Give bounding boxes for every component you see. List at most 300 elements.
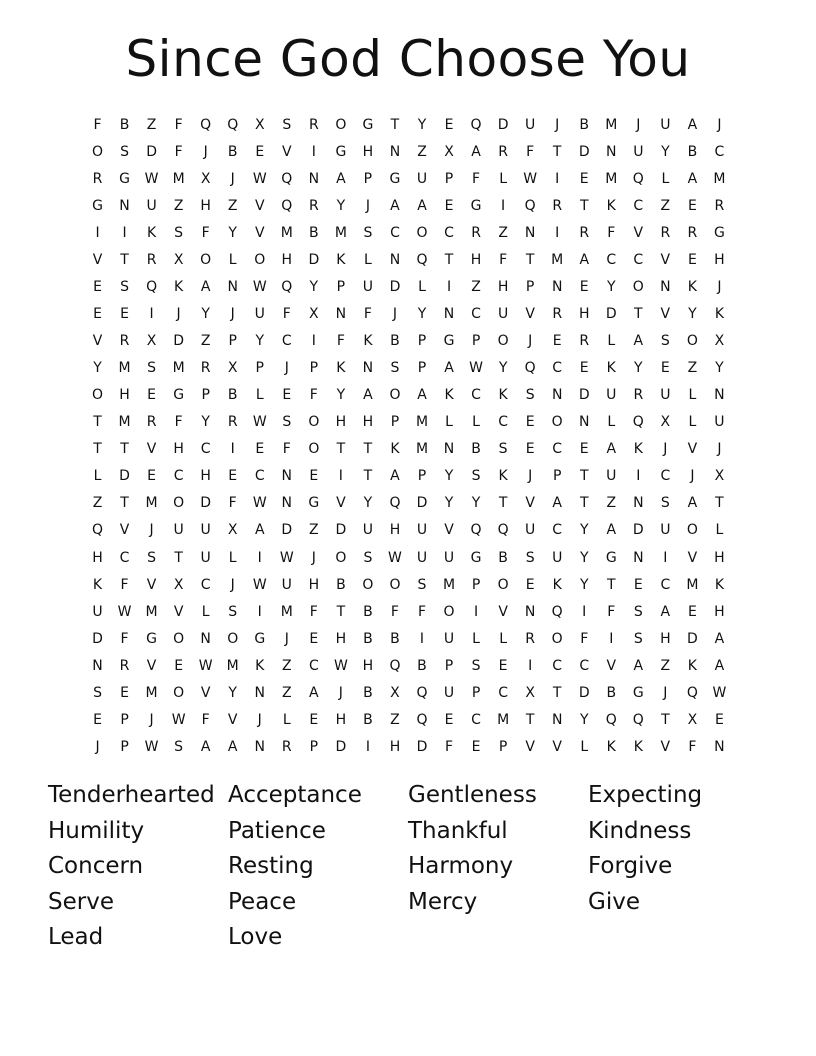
grid-letter[interactable]: W — [252, 279, 267, 296]
grid-letter[interactable]: F — [201, 225, 210, 242]
grid-letter[interactable]: A — [687, 171, 698, 188]
grid-letter[interactable]: U — [416, 171, 428, 188]
grid-letter[interactable]: N — [200, 630, 211, 647]
grid-letter[interactable]: D — [119, 468, 130, 485]
grid-letter[interactable]: N — [389, 252, 401, 269]
grid-letter[interactable]: O — [416, 225, 428, 242]
grid-letter[interactable]: F — [580, 630, 589, 647]
grid-letter[interactable]: S — [174, 225, 184, 242]
grid-letter[interactable]: O — [335, 549, 347, 566]
grid-letter[interactable]: H — [335, 711, 347, 728]
grid-letter[interactable]: C — [444, 225, 454, 242]
grid-letter[interactable]: U — [633, 144, 644, 161]
grid-letter[interactable]: E — [309, 630, 319, 647]
grid-letter[interactable]: M — [172, 360, 185, 377]
grid-letter[interactable]: U — [416, 522, 428, 539]
grid-letter[interactable]: K — [687, 657, 697, 674]
grid-letter[interactable]: C — [281, 333, 292, 350]
grid-letter[interactable]: R — [308, 117, 319, 133]
grid-letter[interactable]: H — [200, 468, 211, 485]
grid-letter[interactable]: Y — [93, 360, 102, 377]
grid-letter[interactable]: K — [336, 360, 346, 377]
grid-letter[interactable]: T — [715, 495, 724, 512]
grid-letter[interactable]: V — [227, 711, 238, 728]
grid-letter[interactable]: U — [714, 414, 725, 431]
grid-letter[interactable]: H — [714, 549, 725, 566]
grid-letter[interactable]: I — [636, 468, 641, 485]
grid-letter[interactable]: D — [173, 333, 185, 350]
grid-letter[interactable]: H — [335, 414, 347, 431]
grid-letter[interactable]: E — [93, 711, 102, 728]
grid-letter[interactable]: L — [688, 387, 697, 404]
grid-letter[interactable]: Y — [579, 549, 589, 566]
grid-letter[interactable]: B — [363, 684, 373, 701]
grid-letter[interactable]: S — [120, 279, 129, 296]
grid-letter[interactable]: F — [174, 414, 183, 431]
grid-letter[interactable]: D — [687, 630, 698, 647]
grid-letter[interactable]: K — [336, 252, 346, 269]
grid-letter[interactable]: A — [660, 603, 671, 620]
grid-letter[interactable]: Y — [579, 522, 589, 539]
grid-letter[interactable]: U — [525, 522, 536, 539]
grid-letter[interactable]: T — [120, 441, 129, 458]
grid-letter[interactable]: W — [523, 171, 538, 188]
grid-letter[interactable]: I — [663, 549, 668, 566]
grid-letter[interactable]: J — [149, 711, 154, 728]
grid-letter[interactable]: M — [713, 171, 726, 188]
grid-letter[interactable]: P — [309, 360, 319, 377]
grid-letter[interactable]: K — [606, 738, 616, 755]
grid-letter[interactable]: T — [552, 144, 562, 161]
grid-letter[interactable]: F — [526, 144, 535, 161]
grid-letter[interactable]: X — [227, 360, 238, 377]
grid-letter[interactable]: V — [633, 225, 644, 242]
grid-letter[interactable]: J — [311, 549, 316, 566]
grid-letter[interactable]: S — [660, 333, 670, 350]
grid-letter[interactable]: N — [281, 468, 293, 485]
grid-letter[interactable]: H — [362, 414, 374, 431]
grid-letter[interactable]: I — [311, 144, 316, 161]
grid-letter[interactable]: P — [525, 279, 535, 296]
grid-letter[interactable]: V — [146, 441, 157, 458]
grid-letter[interactable]: Y — [498, 360, 508, 377]
grid-letter[interactable]: R — [119, 657, 130, 674]
grid-letter[interactable]: G — [308, 495, 320, 512]
grid-letter[interactable]: Q — [200, 117, 212, 133]
grid-letter[interactable]: R — [579, 333, 590, 350]
grid-letter[interactable]: T — [336, 441, 346, 458]
grid-letter[interactable]: Q — [686, 684, 698, 701]
grid-letter[interactable]: F — [472, 171, 481, 188]
grid-letter[interactable]: T — [363, 468, 373, 485]
grid-letter[interactable]: S — [174, 738, 184, 755]
grid-letter[interactable]: U — [443, 549, 455, 566]
grid-letter[interactable]: B — [390, 333, 400, 350]
grid-letter[interactable]: U — [362, 522, 374, 539]
grid-letter[interactable]: Z — [92, 495, 103, 512]
grid-letter[interactable]: G — [92, 198, 103, 215]
grid-letter[interactable]: P — [498, 738, 508, 755]
grid-letter[interactable]: J — [690, 468, 695, 485]
grid-letter[interactable]: C — [200, 441, 211, 458]
grid-letter[interactable]: C — [173, 468, 184, 485]
grid-letter[interactable]: K — [255, 657, 265, 674]
grid-letter[interactable]: I — [257, 603, 262, 620]
grid-letter[interactable]: G — [335, 144, 347, 161]
grid-letter[interactable]: R — [146, 414, 157, 431]
grid-letter[interactable]: E — [255, 144, 265, 161]
grid-letter[interactable]: H — [389, 738, 401, 755]
grid-letter[interactable]: A — [444, 360, 454, 377]
grid-letter[interactable]: Q — [524, 198, 536, 215]
grid-letter[interactable]: N — [524, 225, 536, 242]
grid-letter[interactable]: I — [365, 738, 370, 755]
grid-letter[interactable]: X — [173, 252, 184, 269]
grid-letter[interactable]: W — [279, 549, 294, 566]
grid-letter[interactable]: M — [145, 495, 158, 512]
grid-letter[interactable]: O — [686, 333, 698, 350]
grid-letter[interactable]: W — [252, 171, 267, 188]
grid-letter[interactable]: Q — [632, 711, 644, 728]
grid-letter[interactable]: Z — [660, 198, 671, 215]
grid-letter[interactable]: C — [254, 468, 265, 485]
grid-letter[interactable]: E — [579, 171, 589, 188]
grid-letter[interactable]: K — [363, 333, 373, 350]
grid-letter[interactable]: F — [309, 387, 318, 404]
grid-letter[interactable]: B — [498, 549, 508, 566]
grid-letter[interactable]: E — [255, 441, 265, 458]
grid-letter[interactable]: N — [443, 306, 455, 323]
grid-letter[interactable]: W — [333, 657, 348, 674]
grid-letter[interactable]: R — [119, 333, 130, 350]
grid-letter[interactable]: C — [308, 657, 319, 674]
grid-letter[interactable]: J — [149, 522, 154, 539]
grid-letter[interactable]: W — [469, 360, 483, 377]
grid-letter[interactable]: Y — [255, 333, 265, 350]
grid-letter[interactable]: K — [633, 738, 643, 755]
grid-letter[interactable]: D — [578, 387, 590, 404]
grid-letter[interactable]: L — [255, 387, 264, 404]
grid-letter[interactable]: Y — [201, 306, 210, 323]
grid-letter[interactable]: W — [198, 657, 213, 674]
grid-letter[interactable]: N — [551, 711, 563, 728]
grid-letter[interactable]: X — [309, 306, 319, 323]
grid-letter[interactable]: T — [552, 684, 562, 701]
grid-letter[interactable]: U — [443, 630, 455, 647]
grid-letter[interactable]: O — [173, 684, 185, 701]
grid-letter[interactable]: D — [632, 522, 644, 539]
grid-letter[interactable]: V — [525, 495, 535, 512]
grid-letter[interactable]: P — [120, 711, 129, 728]
grid-letter[interactable]: Y — [363, 495, 373, 512]
grid-letter[interactable]: I — [446, 279, 452, 296]
grid-letter[interactable]: A — [363, 387, 373, 404]
grid-letter[interactable]: O — [92, 387, 104, 404]
grid-letter[interactable]: X — [525, 684, 535, 701]
grid-letter[interactable]: L — [472, 630, 480, 647]
grid-letter[interactable]: H — [714, 603, 725, 620]
grid-letter[interactable]: N — [443, 441, 455, 458]
grid-letter[interactable]: C — [660, 468, 671, 485]
grid-letter[interactable]: C — [200, 576, 211, 593]
grid-letter[interactable]: V — [525, 306, 535, 323]
grid-letter[interactable]: T — [634, 306, 643, 323]
grid-letter[interactable]: H — [173, 441, 184, 458]
grid-letter[interactable]: Z — [687, 360, 698, 377]
grid-letter[interactable]: Q — [92, 522, 104, 539]
grid-letter[interactable]: Y — [309, 279, 319, 296]
grid-letter[interactable]: Q — [389, 657, 401, 674]
grid-letter[interactable]: M — [226, 657, 239, 674]
grid-letter[interactable]: P — [336, 279, 346, 296]
grid-letter[interactable]: F — [336, 333, 345, 350]
grid-letter[interactable]: N — [227, 279, 238, 296]
grid-letter[interactable]: C — [579, 657, 590, 674]
grid-letter[interactable]: E — [228, 468, 238, 485]
grid-letter[interactable]: O — [551, 630, 563, 647]
grid-letter[interactable]: E — [444, 711, 454, 728]
grid-letter[interactable]: N — [714, 738, 725, 755]
grid-letter[interactable]: C — [660, 576, 671, 593]
grid-letter[interactable]: F — [201, 711, 210, 728]
grid-letter[interactable]: F — [228, 495, 237, 512]
grid-letter[interactable]: P — [471, 684, 481, 701]
grid-letter[interactable]: K — [147, 225, 157, 242]
grid-letter[interactable]: D — [200, 495, 212, 512]
grid-letter[interactable]: D — [416, 495, 428, 512]
grid-letter[interactable]: J — [555, 117, 560, 133]
grid-letter[interactable]: P — [255, 360, 264, 377]
grid-letter[interactable]: E — [579, 279, 589, 296]
grid-letter[interactable]: D — [335, 522, 347, 539]
grid-letter[interactable]: N — [335, 306, 347, 323]
grid-letter[interactable]: E — [147, 387, 157, 404]
grid-letter[interactable]: M — [605, 171, 618, 188]
grid-letter[interactable]: K — [606, 198, 616, 215]
grid-letter[interactable]: H — [308, 576, 320, 593]
grid-letter[interactable]: J — [284, 360, 289, 377]
grid-letter[interactable]: W — [117, 603, 132, 620]
grid-letter[interactable]: O — [92, 144, 104, 161]
grid-letter[interactable]: P — [471, 333, 481, 350]
grid-letter[interactable]: N — [578, 414, 590, 431]
grid-letter[interactable]: J — [95, 738, 100, 755]
grid-letter[interactable]: N — [281, 495, 293, 512]
grid-letter[interactable]: E — [309, 711, 319, 728]
grid-letter[interactable]: Q — [524, 360, 536, 377]
grid-letter[interactable]: O — [632, 279, 644, 296]
grid-letter[interactable]: U — [660, 522, 671, 539]
grid-letter[interactable]: B — [417, 657, 427, 674]
grid-letter[interactable]: X — [146, 333, 157, 350]
grid-letter[interactable]: I — [473, 603, 479, 620]
grid-letter[interactable]: A — [606, 522, 617, 539]
grid-letter[interactable]: U — [525, 117, 536, 133]
grid-letter[interactable]: E — [714, 711, 724, 728]
grid-letter[interactable]: A — [417, 387, 427, 404]
grid-letter[interactable]: O — [173, 630, 185, 647]
grid-letter[interactable]: E — [174, 657, 184, 674]
grid-letter[interactable]: R — [552, 306, 563, 323]
grid-letter[interactable]: E — [687, 198, 697, 215]
grid-letter[interactable]: J — [663, 684, 668, 701]
grid-letter[interactable]: Y — [444, 495, 454, 512]
grid-letter[interactable]: Y — [661, 144, 670, 161]
grid-letter[interactable]: U — [362, 279, 374, 296]
grid-letter[interactable]: D — [389, 279, 401, 296]
grid-letter[interactable]: J — [230, 306, 235, 323]
grid-letter[interactable]: U — [443, 684, 455, 701]
grid-letter[interactable]: H — [714, 252, 725, 269]
grid-letter[interactable]: M — [172, 171, 185, 188]
grid-letter[interactable]: F — [688, 738, 697, 755]
grid-letter[interactable]: L — [228, 252, 237, 269]
grid-letter[interactable]: T — [444, 252, 454, 269]
grid-letter[interactable]: D — [308, 252, 320, 269]
grid-letter[interactable]: Q — [389, 495, 401, 512]
grid-letter[interactable]: V — [552, 738, 562, 755]
grid-letter[interactable]: B — [363, 630, 373, 647]
grid-letter[interactable]: B — [227, 387, 238, 404]
grid-letter[interactable]: C — [471, 306, 481, 323]
grid-letter[interactable]: N — [660, 279, 671, 296]
grid-letter[interactable]: L — [499, 171, 508, 188]
grid-letter[interactable]: V — [660, 252, 671, 269]
grid-letter[interactable]: O — [254, 252, 266, 269]
grid-letter[interactable]: I — [501, 198, 506, 215]
grid-letter[interactable]: X — [714, 468, 725, 485]
grid-letter[interactable]: P — [471, 576, 481, 593]
grid-letter[interactable]: S — [525, 387, 535, 404]
grid-letter[interactable]: S — [93, 684, 102, 701]
grid-letter[interactable]: M — [118, 414, 131, 431]
grid-letter[interactable]: L — [201, 603, 210, 620]
grid-letter[interactable]: Y — [417, 117, 427, 133]
grid-letter[interactable]: E — [687, 252, 697, 269]
grid-letter[interactable]: G — [254, 630, 266, 647]
grid-letter[interactable]: Y — [579, 711, 589, 728]
grid-letter[interactable]: Y — [417, 306, 427, 323]
grid-letter[interactable]: M — [497, 711, 510, 728]
grid-letter[interactable]: B — [579, 117, 590, 133]
grid-letter[interactable]: P — [228, 333, 237, 350]
grid-letter[interactable]: S — [660, 495, 670, 512]
grid-letter[interactable]: H — [92, 549, 103, 566]
grid-letter[interactable]: Y — [228, 684, 237, 701]
grid-letter[interactable]: L — [228, 549, 237, 566]
grid-letter[interactable]: Y — [715, 360, 724, 377]
grid-letter[interactable]: O — [551, 414, 563, 431]
grid-letter[interactable]: A — [633, 657, 644, 674]
grid-letter[interactable]: T — [498, 495, 508, 512]
grid-letter[interactable]: K — [714, 306, 725, 323]
grid-letter[interactable]: K — [444, 387, 454, 404]
grid-letter[interactable]: H — [389, 522, 401, 539]
grid-letter[interactable]: S — [363, 225, 373, 242]
grid-letter[interactable]: T — [336, 603, 346, 620]
grid-letter[interactable]: T — [525, 711, 535, 728]
grid-letter[interactable]: Z — [281, 684, 292, 701]
grid-letter[interactable]: K — [92, 576, 103, 593]
grid-letter[interactable]: G — [389, 171, 401, 188]
grid-letter[interactable]: R — [633, 387, 644, 404]
grid-letter[interactable]: E — [282, 387, 292, 404]
grid-letter[interactable]: Q — [416, 711, 428, 728]
grid-letter[interactable]: X — [200, 171, 211, 188]
grid-letter[interactable]: C — [633, 198, 644, 215]
grid-letter[interactable]: J — [528, 333, 533, 350]
grid-letter[interactable]: V — [498, 603, 508, 620]
grid-letter[interactable]: J — [230, 171, 235, 188]
grid-letter[interactable]: Q — [470, 117, 482, 133]
grid-letter[interactable]: R — [525, 630, 535, 647]
grid-letter[interactable]: J — [528, 468, 533, 485]
grid-letter[interactable]: N — [633, 495, 644, 512]
grid-letter[interactable]: T — [120, 495, 129, 512]
grid-letter[interactable]: T — [363, 441, 373, 458]
grid-letter[interactable]: A — [200, 279, 211, 296]
grid-letter[interactable]: T — [120, 252, 129, 269]
grid-letter[interactable]: A — [336, 171, 346, 188]
grid-letter[interactable]: C — [552, 360, 563, 377]
grid-letter[interactable]: A — [552, 495, 562, 512]
grid-letter[interactable]: C — [390, 225, 400, 242]
grid-letter[interactable]: P — [444, 657, 454, 674]
grid-letter[interactable]: L — [607, 333, 616, 350]
grid-letter[interactable]: A — [390, 468, 400, 485]
grid-letter[interactable]: O — [443, 603, 455, 620]
grid-letter[interactable]: D — [335, 738, 347, 755]
grid-letter[interactable]: P — [363, 171, 373, 188]
grid-letter[interactable]: E — [93, 306, 102, 323]
grid-letter[interactable]: M — [415, 441, 429, 458]
grid-letter[interactable]: Z — [471, 279, 481, 296]
grid-letter[interactable]: L — [661, 171, 670, 188]
grid-letter[interactable]: B — [363, 603, 373, 620]
grid-letter[interactable]: K — [498, 468, 508, 485]
grid-letter[interactable]: B — [363, 711, 373, 728]
grid-letter[interactable]: B — [227, 144, 238, 161]
grid-letter[interactable]: Q — [551, 603, 563, 620]
grid-letter[interactable]: G — [443, 333, 455, 350]
grid-letter[interactable]: T — [93, 441, 102, 458]
grid-letter[interactable]: S — [147, 549, 157, 566]
grid-letter[interactable]: N — [714, 387, 725, 404]
grid-letter[interactable]: C — [714, 144, 725, 161]
grid-letter[interactable]: S — [390, 360, 400, 377]
grid-letter[interactable]: J — [717, 279, 722, 296]
grid-letter[interactable]: R — [687, 225, 698, 242]
grid-letter[interactable]: T — [390, 117, 400, 133]
grid-letter[interactable]: I — [338, 468, 343, 485]
grid-letter[interactable]: H — [470, 252, 482, 269]
grid-letter[interactable]: D — [605, 306, 617, 323]
grid-letter[interactable]: F — [309, 603, 318, 620]
grid-letter[interactable]: X — [254, 117, 265, 133]
grid-letter[interactable]: P — [120, 738, 129, 755]
grid-letter[interactable]: T — [174, 549, 183, 566]
grid-letter[interactable]: A — [687, 495, 698, 512]
grid-letter[interactable]: J — [392, 306, 398, 323]
grid-letter[interactable]: Y — [688, 306, 697, 323]
grid-letter[interactable]: N — [524, 603, 536, 620]
grid-letter[interactable]: J — [203, 144, 208, 161]
grid-letter[interactable]: V — [173, 603, 184, 620]
grid-letter[interactable]: R — [92, 171, 103, 188]
grid-letter[interactable]: Y — [201, 414, 210, 431]
grid-letter[interactable]: L — [472, 414, 480, 431]
grid-letter[interactable]: U — [497, 306, 509, 323]
